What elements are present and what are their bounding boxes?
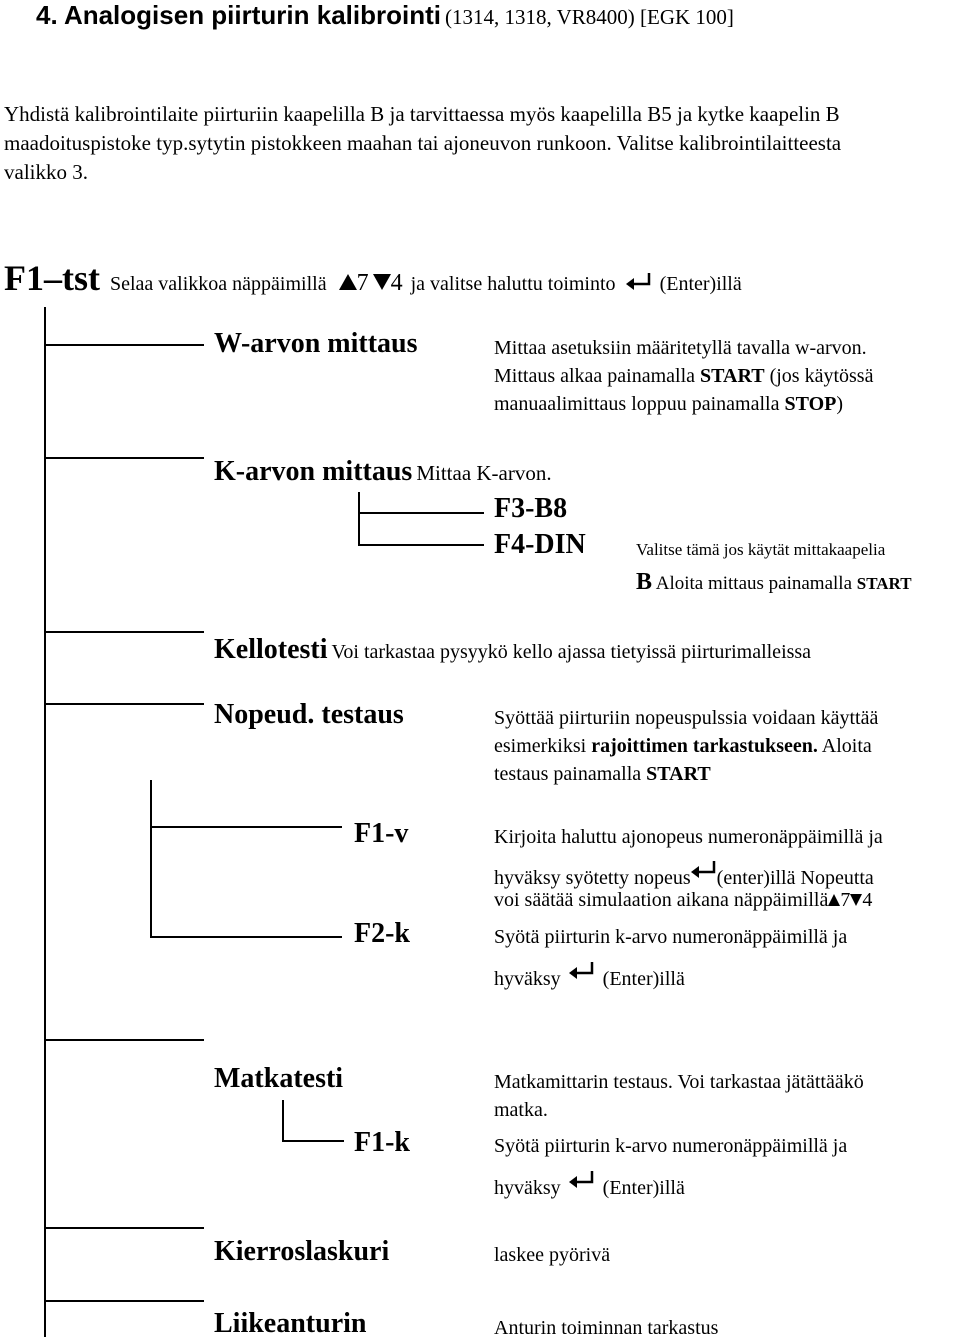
w-arvo-desc-3a: manuaalimittaus loppuu painamalla bbox=[494, 393, 785, 415]
tree-trunk-line bbox=[44, 307, 46, 1337]
kellotesti-desc: Voi tarkastaa pysyykö kello ajassa tietyissä piirturimalleissa bbox=[331, 641, 812, 663]
w-arvo-desc-1: Mittaa asetuksiin määritetyllä tavalla w-arvon. bbox=[494, 337, 867, 359]
kellotesti-label: Kellotesti bbox=[214, 634, 328, 665]
branch-liikeanturi bbox=[44, 1300, 204, 1302]
nopeus-f2-k-desc-1: Syötä piirturin k-arvo numeronäppäimillä ja bbox=[494, 926, 848, 948]
nopeus-f1-v-desc-3 bbox=[494, 890, 872, 910]
triangle-down-icon bbox=[850, 894, 862, 906]
kierroslaskuri-label: Kierroslaskuri bbox=[214, 1236, 390, 1267]
matkatesti-f1-k-desc-1: Syötä piirturin k-arvo numeronäppäimillä ja bbox=[494, 1135, 848, 1157]
branch-kellotesti bbox=[44, 631, 204, 633]
branch-kierroslaskuri bbox=[44, 1227, 204, 1229]
k-arvo-sub-branch-1 bbox=[358, 512, 484, 514]
nopeus-f1-v-label: F1-v bbox=[354, 818, 409, 849]
nopeus-sub-branch-2 bbox=[150, 936, 342, 938]
k-arvo-sub-vertical bbox=[358, 492, 360, 546]
k-arvo-row bbox=[214, 458, 552, 486]
nopeus-desc-2 bbox=[494, 736, 872, 756]
enter-icon bbox=[569, 1170, 595, 1190]
nopeus-desc-3a: testaus painamalla bbox=[494, 763, 647, 785]
branch-matkatesti bbox=[44, 1039, 204, 1041]
matkatesti-label: Matkatesti bbox=[214, 1063, 344, 1094]
f1-text-before: Selaa valikkoa näppäimillä bbox=[109, 273, 327, 295]
matkatesti-f1-k-label: F1-k bbox=[354, 1127, 410, 1158]
triangle-up-icon bbox=[828, 894, 840, 906]
branch-nopeus bbox=[44, 703, 204, 705]
f1-key-label: F1–tst bbox=[4, 258, 100, 298]
nopeus-start: START bbox=[646, 763, 711, 785]
k-arvo-opt-desc-1: Valitse tämä jos käytät mittakaapelia bbox=[636, 540, 886, 559]
matkatesti-f1-k-desc-2 bbox=[494, 1170, 685, 1198]
enter-icon bbox=[569, 961, 595, 981]
branch-k-arvo bbox=[44, 457, 204, 459]
branch-w-arvo bbox=[44, 344, 204, 346]
intro-line-2: maadoituspistoke typ.sytytin pistokkeen maahan tai ajoneuvon runkoon. Valitse kalibrointilaitteesta bbox=[4, 131, 842, 155]
nopeus-sub-vertical bbox=[150, 780, 152, 938]
nopeus-f1-v-desc-2 bbox=[494, 860, 874, 888]
nopeus-f1-v-up-key: 7 bbox=[840, 889, 851, 911]
nopeus-f1-v-desc-1: Kirjoita haluttu ajonopeus numeronäppäimillä ja bbox=[494, 826, 883, 848]
f1-text-after: (Enter)illä bbox=[659, 273, 742, 295]
liikeanturi-label: Liikeanturin bbox=[214, 1308, 367, 1339]
liikeanturi-desc: Anturin toiminnan tarkastus bbox=[494, 1317, 719, 1339]
nopeus-f2-k-desc-2b: (Enter)illä bbox=[602, 968, 685, 990]
nopeus-desc-2c: Aloita bbox=[817, 735, 872, 757]
nopeus-desc-2a: esimerkiksi bbox=[494, 735, 592, 757]
k-arvo-opt-desc-2-text: Aloita mittaus painamalla bbox=[652, 573, 857, 594]
heading-title: 4. Analogisen piirturin kalibrointi bbox=[36, 0, 441, 30]
w-arvo-desc-3c: ) bbox=[836, 393, 844, 415]
nopeus-f1-v-desc-2b: (enter)illä Nopeutta bbox=[716, 867, 874, 889]
k-arvo-opt-f4-din: F4-DIN bbox=[494, 529, 586, 560]
nopeus-desc-2b: rajoittimen tarkastukseen. bbox=[591, 735, 818, 757]
k-arvo-start: START bbox=[856, 574, 912, 593]
nopeus-f2-k-desc-2 bbox=[494, 961, 685, 989]
f1-row bbox=[4, 260, 742, 296]
intro-line-1: Yhdistä kalibrointilaite piirturiin kaapelilla B ja tarvittaessa myös kaapelilla B5 ja kytke kaapelin B bbox=[4, 102, 840, 126]
page-heading bbox=[36, 2, 734, 28]
w-arvo-desc-2c: (jos käytössä bbox=[764, 365, 874, 387]
k-arvo-label: K-arvon mittaus bbox=[214, 456, 413, 487]
matkatesti-sub-vertical bbox=[282, 1100, 284, 1142]
triangle-up-icon bbox=[339, 274, 357, 290]
nopeus-desc-3 bbox=[494, 764, 711, 784]
kellotesti-row bbox=[214, 636, 811, 664]
k-arvo-sub-branch-2 bbox=[358, 544, 484, 546]
w-arvo-desc-3 bbox=[494, 394, 843, 414]
matkatesti-f1-k-desc-2b: (Enter)illä bbox=[602, 1177, 685, 1199]
nopeus-desc-1: Syöttää piirturiin nopeuspulssia voidaan käyttää bbox=[494, 707, 879, 729]
w-arvo-stop: STOP bbox=[784, 393, 837, 415]
matkatesti-desc-1: Matkamittarin testaus. Voi tarkastaa jätättääkö bbox=[494, 1071, 864, 1093]
w-arvo-label: W-arvon mittaus bbox=[214, 328, 418, 359]
f1-text-mid: ja valitse haluttu toiminto bbox=[410, 273, 616, 295]
k-arvo-cable-b: B bbox=[636, 569, 653, 595]
nopeus-f1-v-desc-2a: hyväksy syötetty nopeus bbox=[494, 867, 691, 889]
nopeus-f1-v-down-key: 4 bbox=[862, 889, 873, 911]
enter-icon bbox=[626, 272, 652, 292]
matkatesti-sub-branch bbox=[282, 1140, 344, 1142]
nopeus-f2-k-label: F2-k bbox=[354, 918, 410, 949]
w-arvo-start: START bbox=[700, 365, 765, 387]
nopeus-f2-k-desc-2a: hyväksy bbox=[494, 968, 561, 990]
f1-up-key: 7 bbox=[356, 270, 369, 296]
nopeus-f1-v-desc-3a: voi säätää simulaation aikana näppäimillä bbox=[494, 889, 829, 911]
f1-down-key: 4 bbox=[390, 270, 403, 296]
enter-icon bbox=[691, 860, 717, 880]
triangle-down-icon bbox=[373, 274, 391, 290]
matkatesti-f1-k-desc-2a: hyväksy bbox=[494, 1177, 561, 1199]
kierroslaskuri-desc: laskee pyörivä bbox=[494, 1244, 611, 1266]
k-arvo-desc: Mittaa K-arvon. bbox=[416, 461, 552, 485]
w-arvo-desc-2a: Mittaus alkaa painamalla bbox=[494, 365, 701, 387]
intro-line-3: valikko 3. bbox=[4, 160, 88, 184]
k-arvo-opt-f3-b8: F3-B8 bbox=[494, 493, 568, 524]
matkatesti-desc-2: matka. bbox=[494, 1099, 548, 1121]
nopeus-sub-branch-1 bbox=[150, 826, 342, 828]
k-arvo-opt-desc-2 bbox=[636, 570, 912, 594]
w-arvo-desc-2 bbox=[494, 366, 873, 386]
nopeus-label: Nopeud. testaus bbox=[214, 699, 404, 730]
heading-models: (1314, 1318, VR8400) [EGK 100] bbox=[444, 5, 734, 29]
